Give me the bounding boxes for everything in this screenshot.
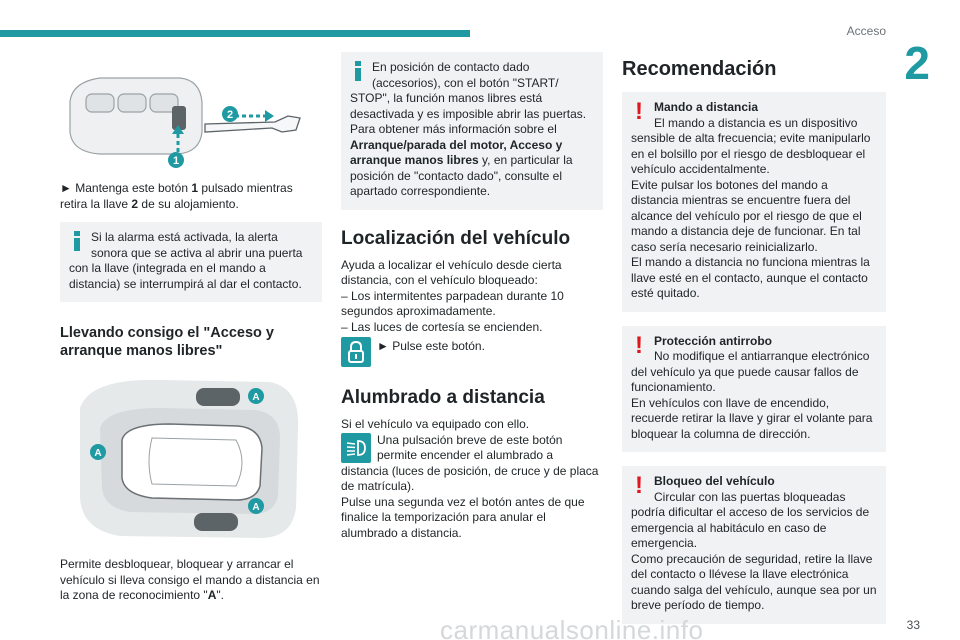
info-icon — [70, 231, 84, 251]
lighting-rest: distancia (luces de posición, de cruce y de placa de matrícula). — [341, 463, 599, 493]
arrow-bullet-icon: ► — [60, 181, 72, 195]
column-1 — [60, 52, 322, 604]
locate-vehicle-heading: Localización del vehículo — [341, 227, 571, 249]
info-box-contact: En posición de contacto dado (accesorios), con el botón "START/ STOP", la función manos libres está desactivada y es imposible abrir las puertas. Para obtener más información sobre el Arranque/parada del motor, Acceso y arranque manos libres y, en particular la posición de "contacto dado", consulte el apartado correspondiente. — [341, 52, 603, 210]
locate-action-text: ► Pulse este botón. — [377, 339, 485, 353]
section-title: Acceso — [846, 24, 886, 38]
handsfree-heading: Llevando consigo el "Acceso y arranque manos libres" — [60, 325, 274, 359]
remote-lighting-heading: Alumbrado a distancia — [341, 387, 545, 408]
column-3 — [622, 52, 886, 638]
chapter-number: 2 — [904, 37, 930, 89]
warning-box-locking: ! Bloqueo del vehículo Circular con las puertas bloqueadas podría dificultar el acceso de los servicios de emergencia al habitáculo en caso de emergencia. Como precaución de seguridad, retire la llave del contacto o llévese la llave electrónica cuando salga del vehículo, aunque sea por un breve período de tiempo. — [622, 466, 886, 624]
zone-label-a-left: A — [94, 448, 102, 459]
info-box-alarm: Si la alarma está activada, la alerta sonora que se activa al abrir una puerta con la llave (integrada en el mando a distancia) se interrumpirá al dar el contacto. — [60, 222, 322, 302]
zone-label-a-bottom: A — [252, 502, 260, 513]
step-instruction: ► Mantenga este botón 1 pulsado mientras retira la llave 2 de su alojamiento. — [60, 181, 293, 211]
padlock-button-icon — [341, 337, 371, 367]
headlight-button-icon — [341, 433, 371, 463]
column-2 — [341, 52, 603, 541]
warning-icon: ! — [635, 472, 643, 499]
recommendation-heading: Recomendación — [622, 58, 777, 80]
locate-item-2: – Las luces de cortesía se encienden. — [341, 319, 543, 334]
recognition-zone-figure — [60, 368, 322, 548]
watermark: carmanualsonline.info — [440, 615, 704, 640]
warning-icon: ! — [635, 98, 643, 125]
zone-label-a-top: A — [252, 392, 260, 403]
figure-label-2: 2 — [226, 109, 234, 121]
figure-label-1: 1 — [172, 155, 180, 167]
header-accent-bar — [0, 30, 470, 37]
info-icon — [351, 61, 365, 81]
lighting-text-2: permite encender el alumbrado a — [377, 448, 554, 462]
warning-box-remote: ! Mando a distancia El mando a distancia es un dispositivo sensible de alta frecuencia; evite manipularlo en el bolsillo por el riesgo de desbloquear el vehículo accidentalmente. Evite pulsar los botones del mando a distancia mientras se encuentre fuera del alcance del vehículo por el riesgo de que el mando a distancia deje de funcionar. En tal caso sería necesario reinicializarlo. El mando a distancia no funciona mientras la llave esté en el contacto, aunque el contacto esté quitado. — [622, 92, 886, 312]
key-extraction-figure — [60, 52, 322, 172]
warning-icon: ! — [635, 331, 643, 359]
lighting-paragraph-2: Pulse una segunda vez el botón antes de que finalice la temporización para anular el alumbrado a distancia. — [341, 494, 585, 540]
warning-box-antitheft: ! Protección antirrobo No modifique el antiarranque electrónico del vehículo ya que puede causar fallos de funcionamiento. En vehículos con llave de encendido, recuerde retirar la llave y girar el volante para bloquear la columna de dirección. — [622, 326, 886, 453]
locate-item-1: – Los intermitentes parpadean durante 10 segundos aproximadamente. — [341, 288, 564, 318]
locate-action-row — [341, 337, 603, 367]
lighting-icon-row — [341, 433, 603, 464]
handsfree-paragraph: Permite desbloquear, bloquear y arrancar el vehículo si lleva consigo el mando a distancia en la zona de reconocimiento "A". — [60, 557, 320, 602]
lighting-intro: Si el vehículo va equipado con ello. — [341, 417, 530, 431]
page-number: 33 — [906, 618, 920, 632]
lighting-text-1: Una pulsación breve de este botón — [377, 432, 563, 447]
locate-paragraph: Ayuda a localizar el vehículo desde cierta distancia, con el vehículo bloqueado: — [341, 257, 562, 287]
